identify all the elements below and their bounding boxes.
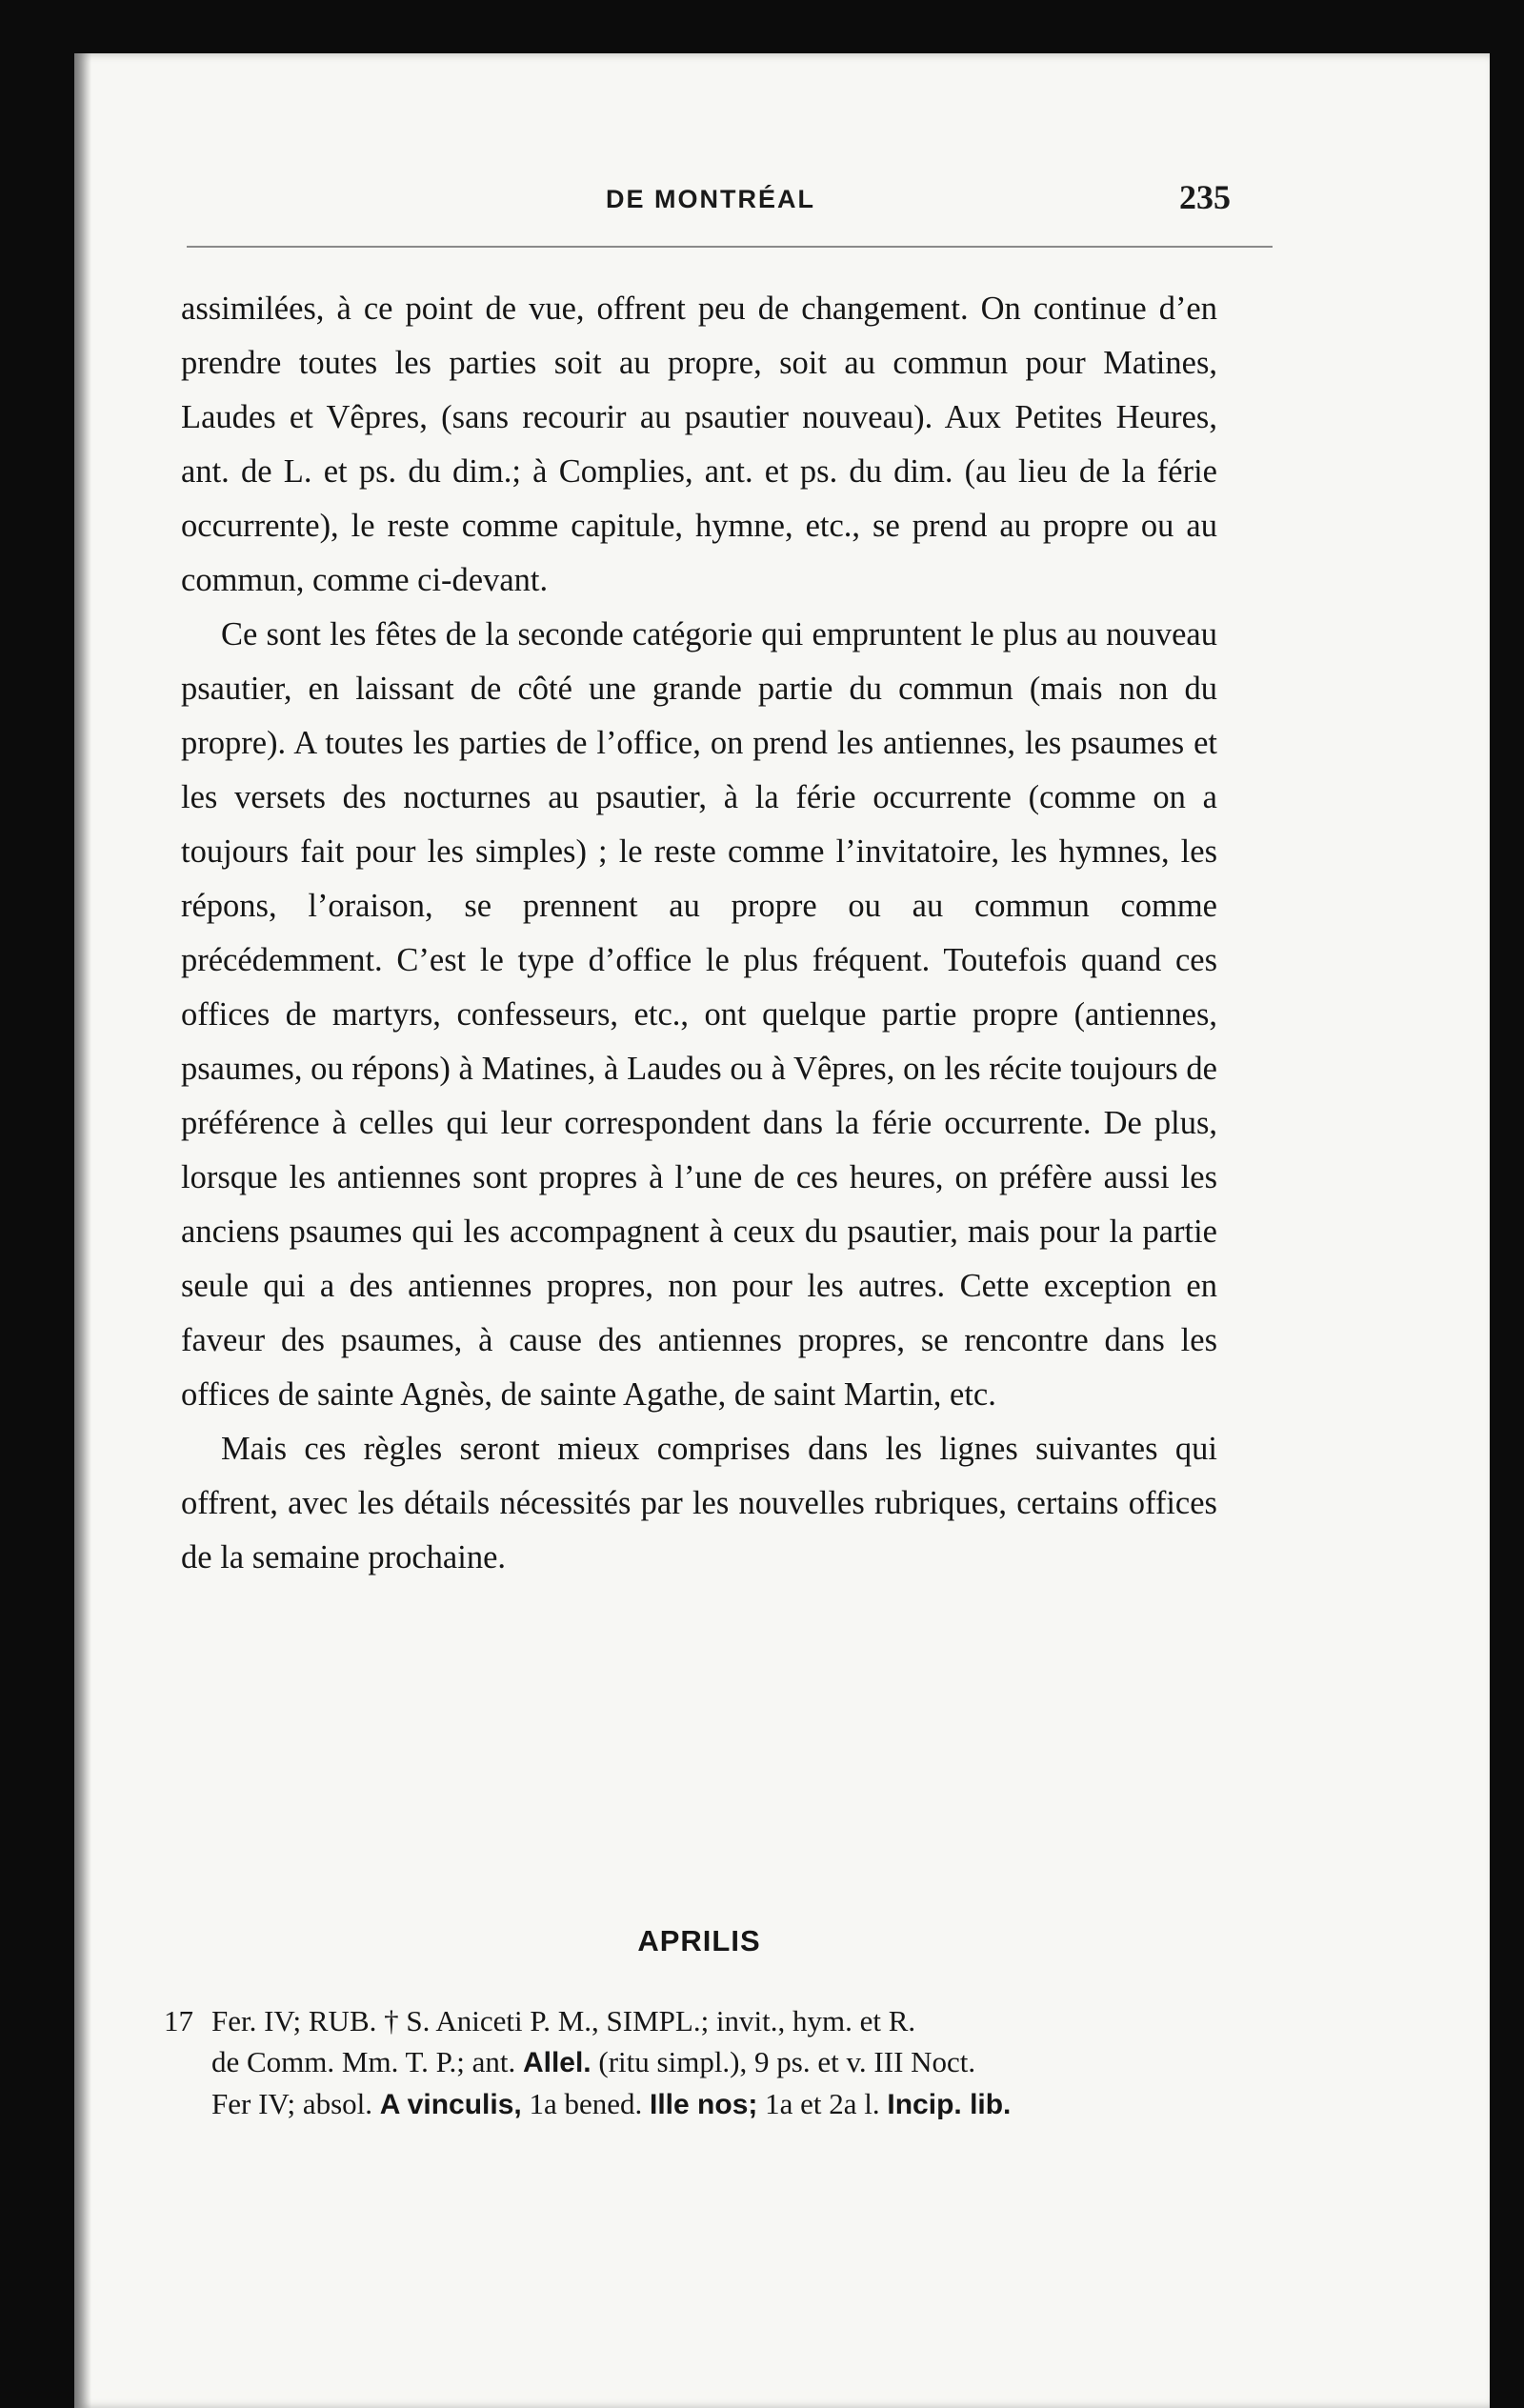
entry-line-2-text: de Comm. Mm. T. P.; ant. [211, 2045, 523, 2078]
entry-line-3-text: Fer IV; absol. [211, 2087, 380, 2120]
paragraph-1: assimilées, à ce point de vue, offrent peu de changement. On continue d’en prendre toutes les parties soit au propre, soit au commun pour Matines, Laudes et Vêpres, (sans recourir au psautier nouveau). Aux Petites Heures, ant. de L. et ps. du dim.; à Complies, ant. et ps. du dim. (au lieu de la férie occurrente), le reste comme capitule, hymne, etc., se prend au propre ou au commun, comme ci-devant. [181, 291, 1217, 598]
paragraph-2: Ce sont les fêtes de la seconde catégorie qui empruntent le plus au nouveau psautier, en laissant de côté une grande partie du commun (mais non du propre). A toutes les parties de l’office, on prend les antiennes, les psaumes et les versets des nocturnes au psautier, à la férie occurrente (comme on a toujours fait pour les simples) ; le reste comme l’invitatoire, les hymnes, les répons, l’oraison, se prennent au propre ou au commun comme précédemment. C’est le type d’office le plus fréquent. Toutefois quand ces offices de martyrs, confesseurs, etc., ont quelque partie propre (antiennes, psaumes, ou répons) à Matines, à Laudes ou à Vêpres, on les récite toujours de préférence à celles qui leur correspondent dans la férie occurrente. De plus, lorsque les antiennes sont propres à l’une de ces heures, on préfère aussi les anciens psaumes qui les accompagnent à ceux du psautier, mais pour la partie seule qui a des antiennes propres, non pour les autres. Cette exception en faveur des psaumes, à cause des antiennes propres, se rencontre dans les offices de sainte Agnès, de sainte Agathe, de saint Martin, etc. [181, 616, 1217, 1413]
paragraph-3: Mais ces règles seront mieux comprises dans les lignes suivantes qui offrent, avec les détails nécessités par les nouvelles rubriques, certains offices de la semaine prochaine. [181, 1431, 1217, 1575]
entry-line-3-mid-1: 1a bened. [521, 2087, 651, 2120]
page-number: 235 [1179, 178, 1231, 216]
section-heading: APRILIS [637, 1924, 761, 1957]
entry-line-3-mid-2: 1a et 2a l. [757, 2087, 888, 2120]
page-header [187, 177, 1231, 234]
entry-line-3-bold-1: A vinculis, [379, 2089, 522, 2120]
entry-line-3 [211, 2083, 1221, 2125]
header-rule [187, 246, 1273, 248]
entry-line-3-bold-3: Incip. lib. [887, 2089, 1012, 2120]
entry-line-2-rest: (ritu simpl.), 9 ps. et v. III Noct. [591, 2045, 976, 2078]
entry-line-2 [211, 2041, 1221, 2083]
entry-line-3-bold-2: Ille nos; [650, 2089, 758, 2120]
body-text [181, 282, 1217, 1585]
running-head: DE MONTRÉAL [606, 185, 815, 213]
entry-line-1: Fer. IV; RUB. † S. Aniceti P. M., SIMPL.; invit., hym. et R. [211, 2004, 916, 2037]
spine-shadow [74, 53, 91, 2408]
entry-lines [211, 2000, 1221, 2125]
entry-day: 17 [164, 2004, 193, 2037]
entry-line-2-bold: Allel. [522, 2047, 592, 2078]
